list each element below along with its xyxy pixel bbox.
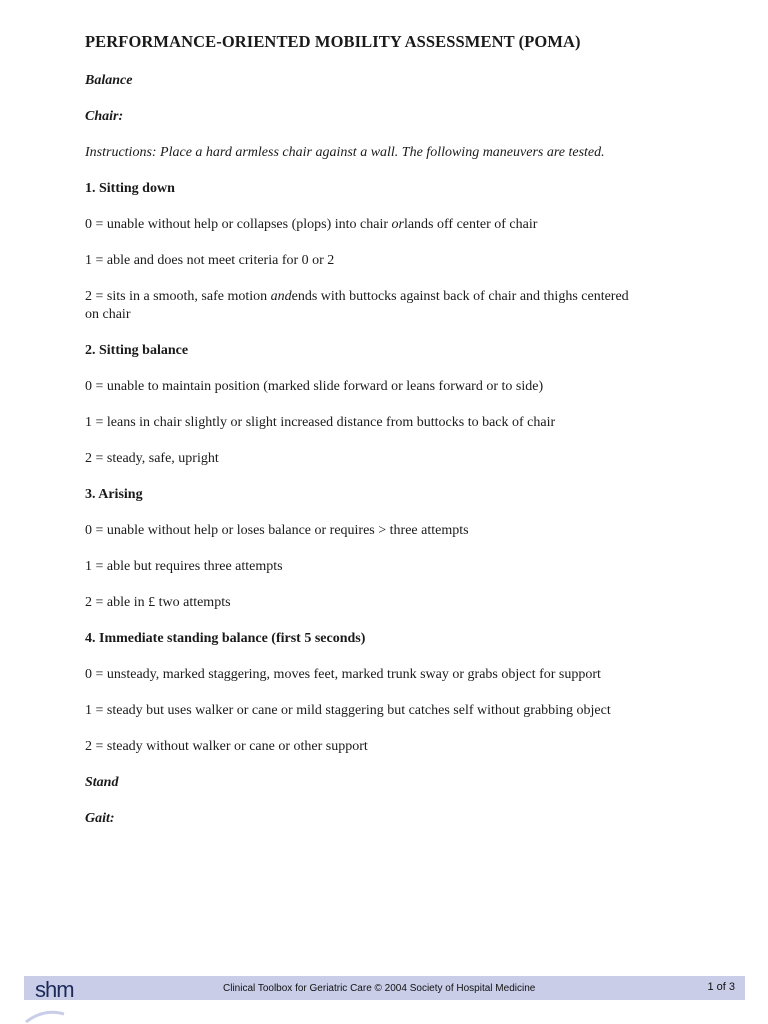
page-title: PERFORMANCE-ORIENTED MOBILITY ASSESSMENT (POMA) [85, 32, 581, 51]
subsection-heading-chair: Chair: [85, 109, 124, 124]
score-line: 0 = unsteady, marked staggering, moves feet, marked trunk sway or grabs object for support [85, 667, 601, 682]
score-line: 1 = steady but uses walker or cane or mild staggering but catches self without grabbing object [85, 703, 611, 718]
gait-heading: Gait: [85, 811, 115, 826]
stand-heading: Stand [85, 775, 119, 790]
section-heading-balance: Balance [85, 73, 133, 88]
score-line: 0 = unable to maintain position (marked slide forward or leans forward or to side) [85, 379, 544, 394]
score-line: 2 = steady without walker or cane or other support [85, 739, 368, 754]
instructions-text: Instructions: Place a hard armless chair against a wall. The following maneuvers are tested. [85, 145, 605, 160]
score-line: 2 = steady, safe, upright [85, 451, 219, 466]
page-number: 1 of 3 [707, 981, 735, 993]
score-line: 0 = unable without help or collapses (plops) into chair orlands off center of chair [85, 217, 538, 232]
item-heading: 3. Arising [85, 487, 143, 502]
score-line: 1 = able but requires three attempts [85, 559, 283, 574]
score-line: 1 = leans in chair slightly or slight increased distance from buttocks to back of chair [85, 415, 556, 430]
score-line: 2 = sits in a smooth, safe motion andends with buttocks against back of chair and thighs centered on chair [85, 289, 629, 322]
score-line: 2 = able in £ two attempts [85, 595, 231, 610]
logo-swoosh-icon [24, 1004, 84, 1024]
shm-logo: shm [35, 977, 74, 1002]
page-footer [24, 976, 745, 1000]
footer-copyright: Clinical Toolbox for Geriatric Care © 2004 Society of Hospital Medicine [223, 983, 536, 994]
item-heading: 4. Immediate standing balance (first 5 seconds) [85, 631, 366, 646]
score-line: 0 = unable without help or loses balance or requires > three attempts [85, 523, 469, 538]
item-heading: 2. Sitting balance [85, 343, 189, 358]
item-heading: 1. Sitting down [85, 181, 175, 196]
score-line: 1 = able and does not meet criteria for 0 or 2 [85, 253, 335, 268]
